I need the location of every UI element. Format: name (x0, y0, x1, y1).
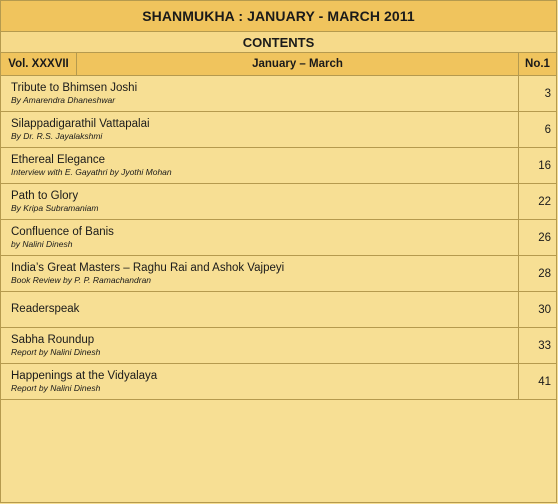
entry-text (1, 328, 519, 363)
contents-entry[interactable] (1, 292, 556, 328)
entry-text (1, 76, 519, 111)
entry-title: Path to Glory (11, 190, 79, 202)
entry-title: Ethereal Elegance (11, 154, 105, 166)
entry-title: Silappadigarathil Vattapalai (11, 118, 150, 130)
contents-heading: CONTENTS (1, 32, 556, 53)
entry-byline: By Amarendra Dhaneshwar (11, 95, 116, 105)
entry-page-number: 3 (544, 87, 551, 100)
entry-byline: Report by Nalini Dinesh (11, 347, 101, 357)
entry-title: Happenings at the Vidyalaya (11, 370, 158, 382)
entry-page-number: 26 (538, 231, 551, 244)
contents-entry[interactable] (1, 184, 556, 220)
period-label: January – March (77, 53, 519, 75)
contents-entry[interactable] (1, 148, 556, 184)
contents-entry[interactable] (1, 364, 556, 400)
entry-page-number: 6 (544, 123, 551, 136)
entry-text (1, 184, 519, 219)
volume-label: Vol. XXXVII (1, 53, 77, 75)
entry-title: Confluence of Banis (11, 226, 114, 238)
entry-byline: Report by Nalini Dinesh (11, 383, 101, 393)
contents-entry[interactable] (1, 328, 556, 364)
contents-entry[interactable] (1, 220, 556, 256)
entry-page-number: 16 (538, 159, 551, 172)
entry-page-number: 22 (538, 195, 551, 208)
entry-text (1, 292, 519, 327)
entry-byline: By Dr. R.S. Jayalakshmi (11, 131, 103, 141)
entry-text (1, 256, 519, 291)
entry-title: India’s Great Masters – Raghu Rai and Ashok Vajpeyi (11, 262, 285, 274)
entry-text (1, 220, 519, 255)
issue-header-row (1, 53, 556, 76)
contents-entry[interactable] (1, 256, 556, 292)
entry-text (1, 112, 519, 147)
entry-page-number: 28 (538, 267, 551, 280)
entry-text (1, 148, 519, 183)
contents-entry[interactable] (1, 112, 556, 148)
contents-entry[interactable] (1, 76, 556, 112)
entry-title: Tribute to Bhimsen Joshi (11, 82, 138, 94)
entry-byline: Book Review by P. P. Ramachandran (11, 275, 152, 285)
entry-byline: By Kripa Subramaniam (11, 203, 99, 213)
entry-byline: by Nalini Dinesh (11, 239, 73, 249)
entry-page-number: 33 (538, 339, 551, 352)
entry-byline: Interview with E. Gayathri by Jyothi Mohan (11, 167, 172, 177)
issue-number-label: No.1 (525, 58, 550, 70)
entry-title: Sabha Roundup (11, 334, 95, 346)
entry-title: Readerspeak (11, 303, 80, 315)
entry-text (1, 364, 519, 399)
magazine-title: SHANMUKHA : JANUARY - MARCH 2011 (1, 1, 556, 32)
entry-page-number: 30 (538, 303, 551, 316)
entry-page-number: 41 (538, 375, 551, 388)
